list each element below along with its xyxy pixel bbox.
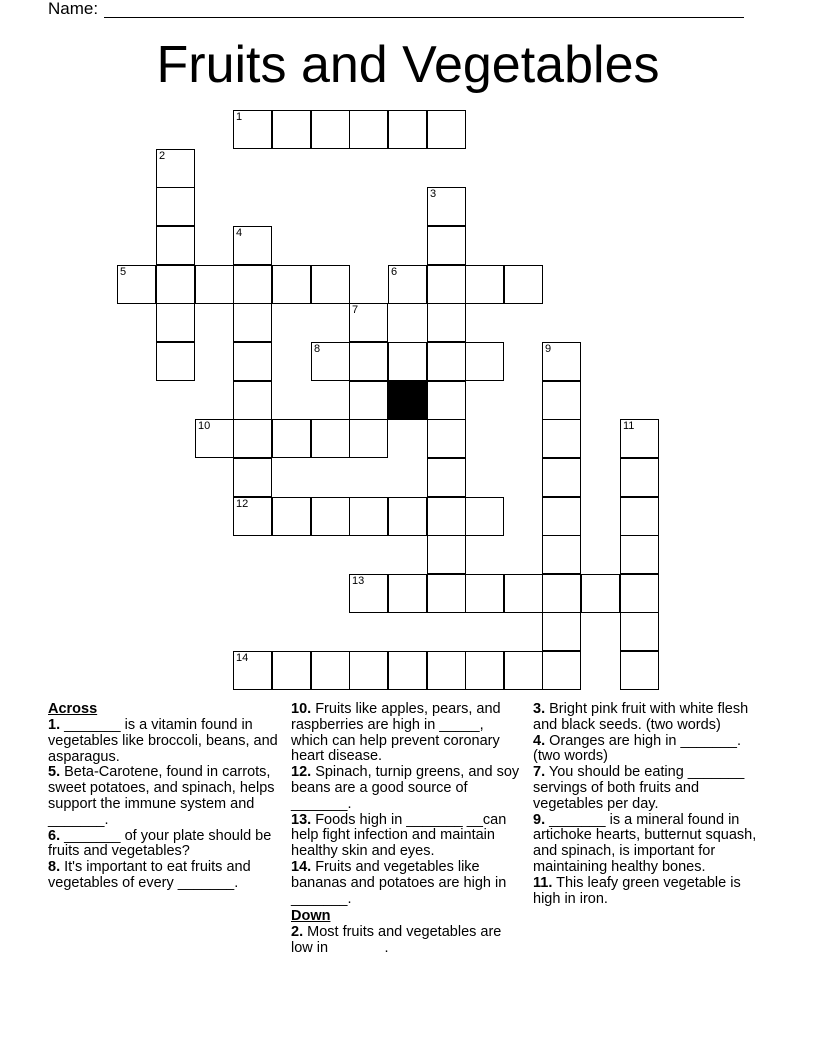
grid-cell[interactable] [156, 342, 195, 381]
cell-number: 10 [198, 420, 211, 432]
grid-cell[interactable] [542, 535, 581, 574]
grid-cell[interactable] [581, 574, 620, 613]
clue-number: 7. [533, 764, 546, 781]
cell-number: 1 [236, 111, 243, 123]
grid-cell[interactable] [117, 265, 156, 304]
grid-cell[interactable] [465, 651, 504, 690]
cell-number: 6 [391, 266, 398, 278]
clue-number: 6. [48, 827, 61, 844]
clue-text: Fruits and vegetables like bananas and potatoes are high in _______. [291, 858, 507, 907]
grid-cell[interactable] [349, 381, 388, 420]
grid-cell[interactable] [427, 381, 466, 420]
grid-cell[interactable] [311, 651, 350, 690]
cell-number: 14 [236, 652, 249, 664]
clues-column-2 [291, 702, 523, 957]
grid-cell[interactable] [156, 303, 195, 342]
grid-cell-blocked [388, 381, 427, 420]
grid-cell[interactable] [542, 419, 581, 458]
grid-cell[interactable] [349, 110, 388, 149]
grid-cell[interactable] [388, 110, 427, 149]
grid-cell[interactable] [620, 574, 659, 613]
grid-cell[interactable] [620, 497, 659, 536]
clue-text: Oranges are high in _______. (two words) [533, 732, 741, 765]
grid-cell[interactable] [233, 651, 272, 690]
grid-cell[interactable] [427, 419, 466, 458]
cell-number: 8 [314, 343, 321, 355]
grid-cell[interactable] [465, 265, 504, 304]
grid-cell[interactable] [542, 612, 581, 651]
grid-cell[interactable] [388, 497, 427, 536]
clue-number: 12. [291, 764, 312, 781]
grid-cell[interactable] [620, 419, 659, 458]
grid-cell[interactable] [542, 381, 581, 420]
cell-number: 3 [430, 188, 437, 200]
grid-cell[interactable] [272, 497, 311, 536]
grid-cell[interactable] [233, 458, 272, 497]
grid-cell[interactable] [349, 342, 388, 381]
grid-cell[interactable] [233, 381, 272, 420]
clue-number: 10. [291, 701, 312, 717]
grid-cell[interactable] [272, 419, 311, 458]
grid-cell[interactable] [233, 226, 272, 265]
grid-cell[interactable] [311, 342, 350, 381]
clue-text: Spinach, turnip greens, and soy beans are a good source of _______. [291, 764, 520, 812]
grid-cell[interactable] [427, 303, 466, 342]
clue-number: 5. [48, 764, 61, 781]
clue-number: 2. [291, 924, 304, 941]
clue-text: Fruits like apples, pears, and raspberries are high in _____, which can help prevent coronary heart disease. [291, 701, 501, 765]
cell-number: 2 [159, 150, 166, 162]
clue-down-7 [533, 765, 765, 812]
clues-column-1 [48, 700, 280, 892]
grid-cell[interactable] [156, 149, 195, 188]
clue-number: 11. [533, 874, 553, 891]
grid-cell[interactable] [542, 342, 581, 381]
grid-cell[interactable] [388, 265, 427, 304]
grid-cell[interactable] [620, 535, 659, 574]
clue-across-8 [48, 860, 280, 892]
grid-cell[interactable] [233, 110, 272, 149]
grid-cell[interactable] [195, 265, 234, 304]
clue-across-1 [48, 718, 280, 765]
cell-number: 11 [623, 420, 635, 432]
grid-cell[interactable] [156, 265, 195, 304]
grid-cell[interactable] [388, 342, 427, 381]
clue-number: 1. [48, 717, 61, 733]
clue-text: You should be eating _______ servings of both fruits and vegetables per day. [533, 764, 745, 812]
grid-cell[interactable] [349, 303, 388, 342]
across-heading: Across [48, 701, 98, 717]
grid-cell[interactable] [233, 497, 272, 536]
clue-down-11 [533, 876, 765, 908]
clue-number: 14. [291, 858, 312, 875]
clue-across-5 [48, 765, 280, 828]
name-label: Name: [48, 0, 99, 18]
clue-across-14 [291, 860, 523, 907]
grid-cell[interactable] [465, 342, 504, 381]
grid-cell[interactable] [504, 574, 543, 613]
grid-cell[interactable] [427, 265, 466, 304]
grid-cell[interactable] [311, 110, 350, 149]
grid-cell[interactable] [195, 419, 234, 458]
cell-number: 13 [352, 575, 365, 587]
clue-down-2 [291, 925, 523, 957]
cell-number: 9 [545, 343, 552, 355]
clue-across-13 [291, 813, 523, 860]
clue-across-10 [291, 702, 523, 765]
down-heading: Down [291, 908, 331, 925]
clue-text: Bright pink fruit with white flesh and black seeds. (two words) [533, 701, 749, 733]
grid-cell[interactable] [349, 497, 388, 536]
clue-text: This leafy green vegetable is high in iron. [533, 874, 741, 907]
grid-cell[interactable] [620, 458, 659, 497]
grid-cell[interactable] [504, 651, 543, 690]
clue-text: Foods high in _______ __can help fight infection and maintain healthy skin and eyes. [291, 811, 507, 860]
clue-text: _______ is a mineral found in artichoke hearts, butternut squash, and spinach, is important for maintaining healthy bones. [533, 811, 757, 875]
clue-number: 8. [48, 859, 61, 876]
cell-number: 4 [236, 227, 243, 239]
grid-cell[interactable] [233, 265, 272, 304]
clue-number: 3. [533, 701, 546, 717]
cell-number: 5 [120, 266, 127, 278]
clue-across-12 [291, 765, 523, 812]
grid-cell[interactable] [349, 651, 388, 690]
clue-number: 4. [533, 732, 546, 749]
clue-text: _______ of your plate should be fruits and vegetables? [48, 827, 272, 860]
grid-cell[interactable] [427, 651, 466, 690]
grid-cell[interactable] [542, 458, 581, 497]
clue-down-4 [533, 734, 765, 766]
grid-cell[interactable] [542, 574, 581, 613]
grid-cell[interactable] [311, 265, 350, 304]
clue-text: Most fruits and vegetables are low in . [291, 924, 506, 957]
grid-cell[interactable] [388, 651, 427, 690]
clue-across-6 [48, 829, 280, 861]
name-underline[interactable] [104, 1, 744, 18]
clue-number: 13. [291, 811, 312, 828]
grid-cell[interactable] [427, 574, 466, 613]
clue-text: It's important to eat fruits and vegetables of every _______. [48, 859, 251, 891]
grid-cell[interactable] [349, 574, 388, 613]
grid-cell[interactable] [272, 265, 311, 304]
grid-cell[interactable] [233, 342, 272, 381]
page-title: Fruits and Vegetables [156, 36, 660, 94]
clue-text: _______ is a vitamin found in vegetables like broccoli, beans, and asparagus. [48, 717, 278, 765]
grid-cell[interactable] [427, 342, 466, 381]
grid-cell[interactable] [349, 419, 388, 458]
grid-cell[interactable] [427, 187, 466, 226]
grid-cell[interactable] [465, 574, 504, 613]
grid-cell[interactable] [233, 303, 272, 342]
grid-cell[interactable] [465, 497, 504, 536]
grid-cell[interactable] [542, 497, 581, 536]
grid-cell[interactable] [427, 226, 466, 265]
grid-cell[interactable] [311, 497, 350, 536]
grid-cell[interactable] [427, 110, 466, 149]
clues-column-3 [533, 702, 765, 907]
grid-cell[interactable] [427, 535, 466, 574]
grid-cell[interactable] [388, 574, 427, 613]
grid-cell[interactable] [311, 419, 350, 458]
name-field[interactable] [48, 0, 748, 22]
clue-down-9 [533, 813, 765, 876]
clue-number: 9. [533, 811, 546, 828]
grid-cell[interactable] [620, 612, 659, 651]
grid-cell[interactable] [272, 110, 311, 149]
grid-cell[interactable] [427, 458, 466, 497]
clue-down-3 [533, 702, 765, 734]
grid-cell[interactable] [156, 187, 195, 226]
grid-cell[interactable] [272, 651, 311, 690]
clue-text: Beta-Carotene, found in carrots, sweet potatoes, and spinach, helps support the immune system and _______. [48, 764, 275, 828]
grid-cell[interactable] [233, 419, 272, 458]
grid-cell[interactable] [504, 265, 543, 304]
grid-cell[interactable] [542, 651, 581, 690]
grid-cell[interactable] [427, 497, 466, 536]
grid-cell[interactable] [156, 226, 195, 265]
cell-number: 12 [236, 498, 249, 510]
cell-number: 7 [352, 304, 359, 316]
grid-cell[interactable] [620, 651, 659, 690]
